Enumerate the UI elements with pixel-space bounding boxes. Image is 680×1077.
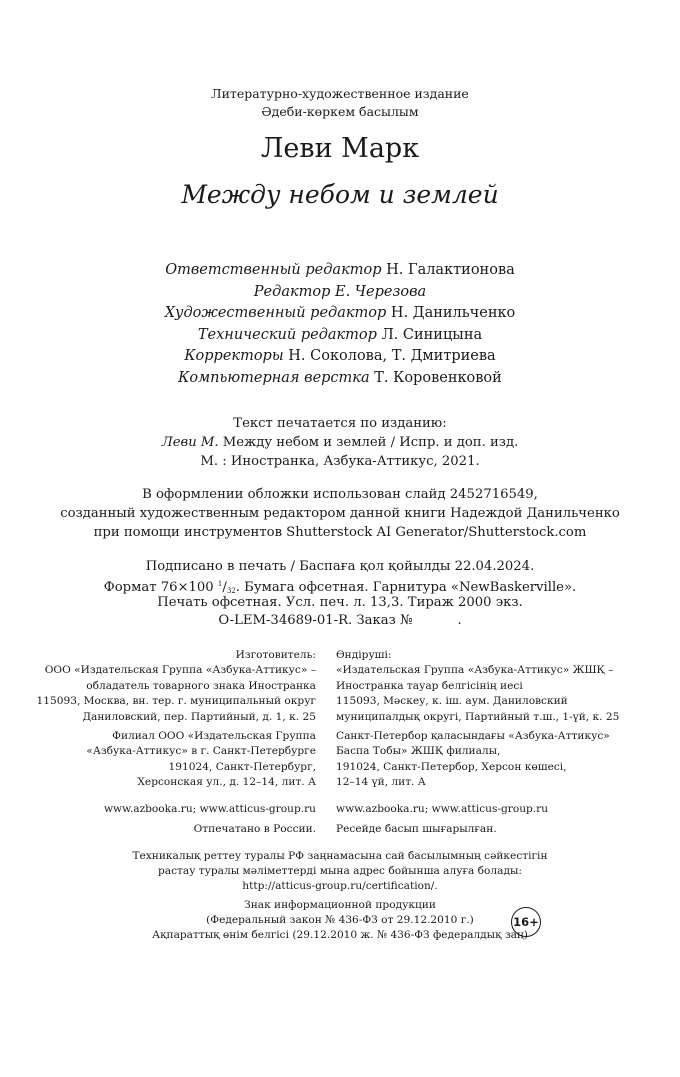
- source-author: Леви М.: [161, 435, 219, 450]
- printed-in-ru: Отпечатано в России.: [193, 823, 316, 835]
- credit-line: [0, 346, 680, 368]
- credit-role: Корректоры: [184, 348, 284, 364]
- print-order: O-LEM-34689-01-R. Заказ № .: [218, 613, 462, 628]
- source-intro: Текст печатается по изданию:: [233, 416, 447, 431]
- source-publisher: М. : Иностранка, Азбука-Аттикус, 2021.: [200, 454, 480, 469]
- print-specs: Печать офсетная. Усл. печ. л. 13,3. Тираж 2000 экз.: [157, 595, 523, 610]
- credit-line: [0, 282, 680, 304]
- credit-role: Технический редактор: [197, 327, 377, 343]
- info-sign-line: (Федеральный закон № 436-ФЗ от 29.12.2010 г.): [206, 914, 474, 926]
- credit-line: [0, 368, 680, 390]
- print-format: Формат 76×100 $^1/_{32}$. Бумага офсетная. Гарнитура «NewBaskerville».: [103, 580, 577, 595]
- credit-line: [0, 303, 680, 325]
- source-reference: [0, 433, 680, 452]
- book-title: Между небом и землей: [181, 180, 499, 209]
- website-links-kz: www.azbooka.ru; www.atticus-group.ru: [336, 803, 549, 815]
- cover-credit-line: при помощи инструментов Shutterstock AI Generator/Shutterstock.com: [93, 525, 587, 540]
- edition-type-kz: Әдеби-көркем басылым: [261, 104, 419, 119]
- cover-credit-line: созданный художественным редактором данной книги Надеждой Данильченко: [60, 506, 620, 521]
- info-sign-line: Ақпараттық өнім белгісі (29.12.2010 ж. № 436-ФЗ федералдық заң): [152, 929, 528, 941]
- info-sign-line: Знак информационной продукции: [244, 899, 436, 911]
- source-title: Между небом и землей / Испр. и доп. изд.: [222, 435, 519, 450]
- credit-role: Компьютерная верстка: [178, 370, 370, 386]
- website-links-ru: www.azbooka.ru; www.atticus-group.ru: [103, 803, 316, 815]
- credit-name: Н. Данильченко: [390, 305, 516, 321]
- branch-ru: Филиал ООО «Издательская Группа «Азбука-Аттикус» в г. Санкт-Петербурге 191024, Санкт-Петербург, Херсонская ул., д. 12–14, лит. А: [86, 730, 316, 789]
- credit-role: Редактор Е. Черезова: [253, 284, 427, 300]
- credit-line: [0, 260, 680, 282]
- credit-role: Художественный редактор: [164, 305, 387, 321]
- book-author: Леви Марк: [260, 133, 420, 164]
- manufacturer-label: Өндіруші:: [336, 649, 392, 661]
- regulation-note: Техникалық реттеу туралы РФ заңнамасына сай басылымның сәйкестігін: [132, 850, 548, 862]
- print-date: Подписано в печать / Баспаға қол қойылды 22.04.2024.: [145, 559, 535, 574]
- credit-role: Ответственный редактор: [165, 262, 382, 278]
- credit-name: Н. Соколова, Т. Дмитриева: [288, 348, 496, 364]
- credit-name: Т. Коровенковой: [374, 370, 502, 386]
- edition-type-ru: Литературно-художественное издание: [211, 86, 469, 101]
- printed-in-kz: Ресейде басып шығарылған.: [336, 823, 497, 835]
- manufacturer-label: Изготовитель:: [235, 649, 316, 661]
- cover-credit-line: В оформлении обложки использован слайд 2452716549,: [142, 487, 538, 502]
- manufacturer-kz: Өндіруші: «Издательская Группа «Азбука-Аттикус» ЖШҚ – Иностранка тауар белгісінің иесі 115093, Мәскеу, к. іш. аум. Даниловский муниципалдық округі, Партийный т.ш., 1-үй, к. 25: [336, 649, 620, 723]
- manufacturer-ru: Изготовитель: ООО «Издательская Группа «Азбука-Аттикус» – обладатель товарного знака Иностранка 115093, Москва, вн. тер. г. муниципальный округ Даниловский, пер. Партийный, д. 1, к. 25: [36, 649, 316, 723]
- age-rating-badge: 16+: [511, 907, 541, 937]
- credit-name: Л. Синицына: [381, 327, 483, 343]
- regulation-link: http://atticus-group.ru/certification/.: [242, 880, 438, 892]
- credit-line: [0, 325, 680, 347]
- credit-name: Н. Галактионова: [386, 262, 515, 278]
- regulation-note: растау туралы мәліметтерді мына адрес бойынша алуға болады:: [158, 865, 522, 877]
- branch-kz: Санкт-Петербор қаласындағы «Азбука-Аттикус» Баспа Тобы» ЖШҚ филиалы, 191024, Санкт-Петербор, Херсон көшесі, 12–14 үй, лит. А: [336, 730, 610, 789]
